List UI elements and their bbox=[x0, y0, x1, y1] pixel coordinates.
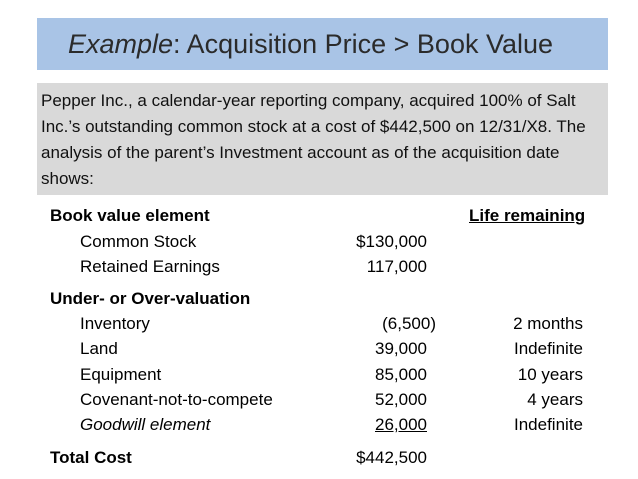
total-cost-amount: $442,500 bbox=[356, 448, 427, 467]
title-italic: Example bbox=[68, 28, 174, 59]
row-amount-covenant: 52,000 bbox=[375, 390, 427, 409]
row-label-common-stock: Common Stock bbox=[80, 232, 197, 251]
book-value-header: Book value element bbox=[50, 206, 210, 225]
row-life-land: Indefinite bbox=[514, 339, 583, 358]
row-label-land: Land bbox=[80, 339, 118, 358]
row-amount-retained-earnings: 117,000 bbox=[366, 257, 427, 276]
life-remaining-header: Life remaining bbox=[469, 206, 586, 225]
row-amount-land: 39,000 bbox=[375, 339, 427, 358]
slide-title bbox=[68, 29, 553, 60]
intro-text: Pepper Inc., a calendar-year reporting company, acquired 100% of Salt Inc.’s outstanding common stock at a cost of $442,500 on 12/31/X8. The analysis of the parent’s Investment account as of the acquisition date shows: bbox=[41, 91, 586, 188]
row-label-covenant: Covenant-not-to-compete bbox=[80, 390, 273, 409]
title-banner bbox=[37, 18, 608, 70]
row-amount-equipment: 85,000 bbox=[375, 365, 427, 384]
row-label-retained-earnings: Retained Earnings bbox=[80, 257, 220, 276]
row-life-covenant: 4 years bbox=[527, 390, 583, 409]
valuation-header: Under- or Over-valuation bbox=[50, 289, 251, 308]
row-amount-common-stock: $130,000 bbox=[356, 232, 427, 251]
title-rest: : Acquisition Price > Book Value bbox=[173, 28, 554, 59]
row-amount-goodwill: 26,000 bbox=[375, 415, 427, 434]
intro-box bbox=[37, 83, 608, 195]
row-label-goodwill: Goodwill element bbox=[80, 415, 211, 434]
row-label-inventory: Inventory bbox=[80, 314, 150, 333]
row-label-equipment: Equipment bbox=[80, 365, 162, 384]
row-life-inventory: 2 months bbox=[513, 314, 583, 333]
row-life-equipment: 10 years bbox=[517, 365, 583, 384]
total-cost-label: Total Cost bbox=[50, 448, 132, 467]
row-amount-inventory: (6,500) bbox=[382, 314, 436, 333]
row-life-goodwill: Indefinite bbox=[514, 415, 583, 434]
